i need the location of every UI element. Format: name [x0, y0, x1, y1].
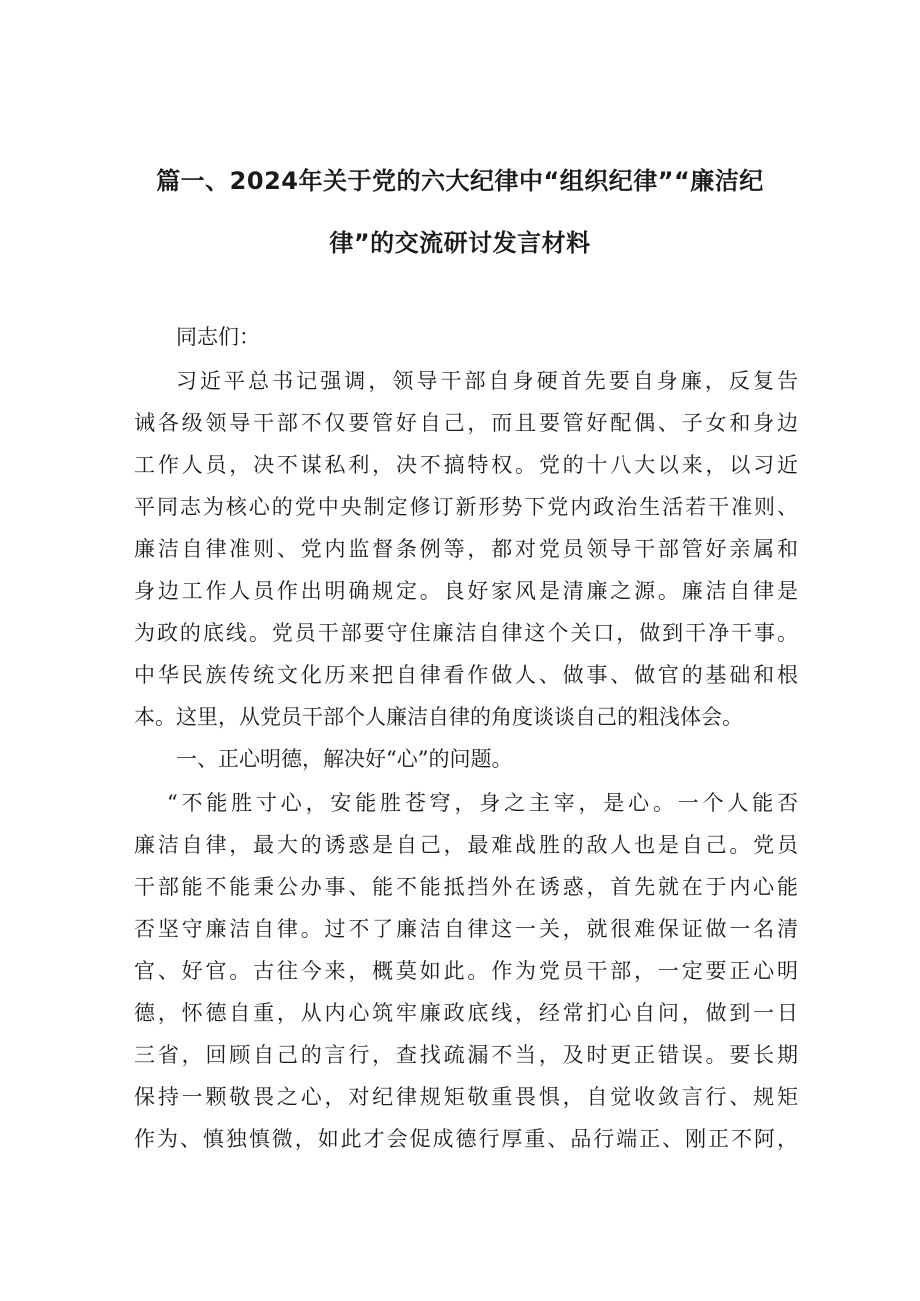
paragraph-1-line: 廉洁自律准则、党内监督条例等，都对党员领导干部管好亲属和 [134, 537, 798, 561]
paragraph-1-line: 工作人员，决不谋私利，决不搞特权。党的十八大以来，以习近 [134, 453, 798, 477]
paragraph-2-line: 廉洁自律，最大的诱惑是自己，最难战胜的敌人也是自己。党员 [134, 833, 798, 857]
paragraph-2-line: 否坚守廉洁自律。过不了廉洁自律这一关，就很难保证做一名清 [134, 917, 798, 941]
paragraph-2-line: “不能胜寸心，安能胜苍穹，身之主宰，是心。一个人能否 [167, 791, 798, 815]
paragraph-2-line: 官、好官。古往今来，概莫如此。作为党员干部，一定要正心明 [134, 959, 798, 983]
paragraph-1-line: 身边工作人员作出明确规定。良好家风是清廉之源。廉洁自律是 [134, 579, 798, 603]
document-title-line-1: 篇一、2024年关于党的六大纪律中“组织纪律”“廉洁纪 [156, 167, 764, 195]
paragraph-1-line: 诫各级领导干部不仅要管好自己，而且要管好配偶、子女和身边 [134, 411, 798, 435]
paragraph-1-line: 平同志为核心的党中央制定修订新形势下党内政治生活若干准则、 [134, 495, 798, 519]
paragraph-1-line: 本。这里，从党员干部个人廉洁自律的角度谈谈自己的粗浅体会。 [134, 705, 743, 729]
paragraph-2-line: 作为、慎独慎微，如此才会促成德行厚重、品行端正、刚正不阿， [134, 1127, 798, 1151]
document-title-line-2: 律”的交流研讨发言材料 [329, 229, 591, 257]
salutation: 同志们： [176, 325, 260, 349]
paragraph-2-line: 干部能不能秉公办事、能不能抵挡外在诱惑，首先就在于内心能 [134, 875, 798, 899]
paragraph-2-line: 三省，回顾自己的言行，查找疏漏不当，及时更正错误。要长期 [134, 1043, 798, 1067]
paragraph-1-line: 中华民族传统文化历来把自律看作做人、做事、做官的基础和根 [134, 663, 798, 687]
paragraph-2-line: 德，怀德自重，从内心筑牢廉政底线，经常扪心自问，做到一日 [134, 1001, 798, 1025]
paragraph-1-line: 为政的底线。党员干部要守住廉洁自律这个关口，做到干净干事。 [134, 621, 798, 645]
paragraph-1-line: 习近平总书记强调，领导干部自身硬首先要自身廉，反复告 [176, 369, 798, 393]
section-heading-1: 一、正心明德，解决好“心”的问题。 [176, 747, 513, 771]
paragraph-2-line: 保持一颗敬畏之心，对纪律规矩敬重畏惧，自觉收敛言行、规矩 [134, 1085, 798, 1109]
